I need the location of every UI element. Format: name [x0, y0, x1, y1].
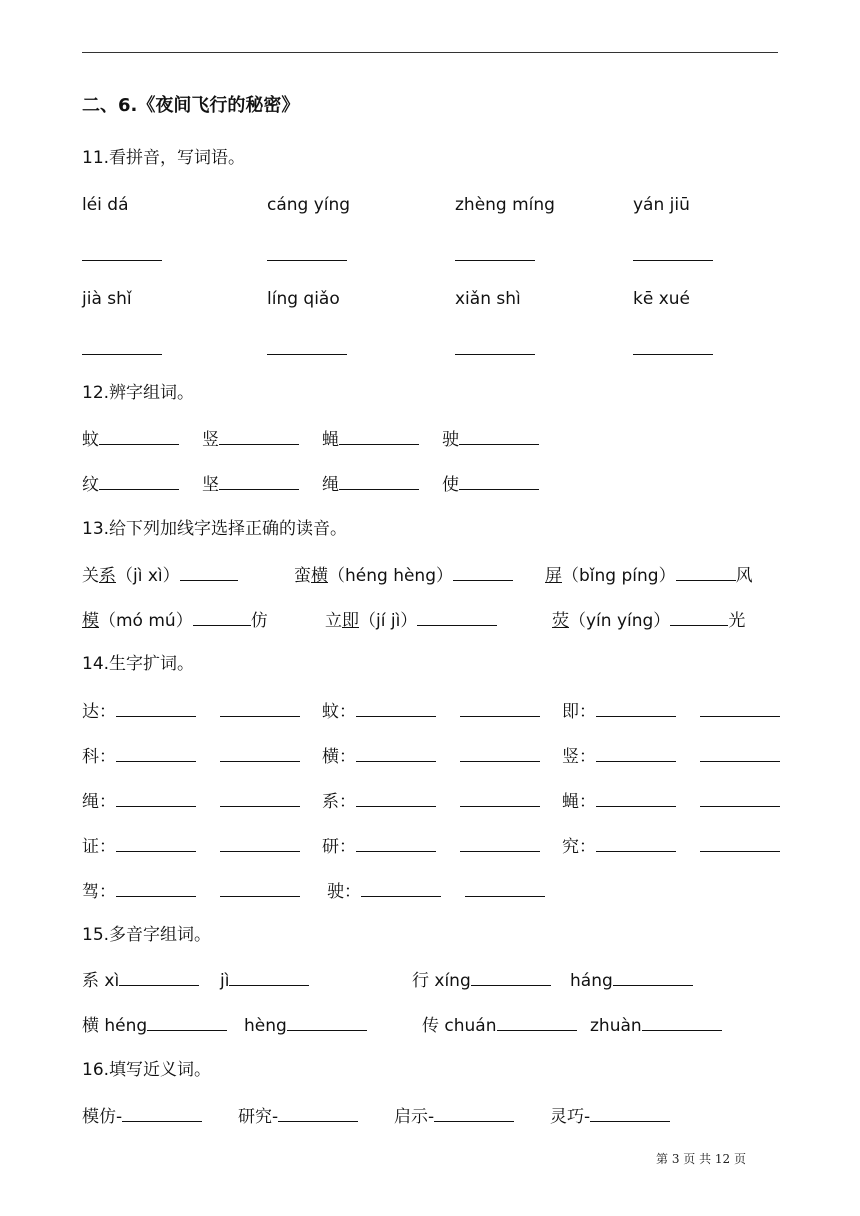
answer-blank[interactable] — [455, 244, 535, 261]
answer-blank[interactable] — [453, 564, 513, 581]
answer-blank[interactable] — [278, 1105, 358, 1122]
char-label: 绳： — [82, 792, 116, 812]
answer-blank[interactable] — [119, 969, 199, 986]
char-label: 绳 — [322, 475, 339, 495]
answer-blank[interactable] — [219, 473, 299, 490]
reading-item: 荧（yín yíng） 光 — [552, 611, 746, 631]
pinyin-item: léi dá — [82, 195, 129, 215]
answer-blank[interactable] — [460, 745, 540, 762]
answer-blank[interactable] — [267, 338, 347, 355]
answer-blank[interactable] — [471, 969, 551, 986]
reading-item: 关系（jì xì） — [82, 564, 238, 587]
q15-title: 15.多音字组词。 — [82, 925, 212, 945]
page-footer: 第 3 页 共 12 页 — [656, 1152, 746, 1166]
answer-blank[interactable] — [596, 745, 676, 762]
char-label: 系： — [322, 792, 356, 812]
char-label: 蝇 — [322, 430, 339, 450]
pinyin-item: kē xué — [633, 289, 691, 309]
char-label: 竖 — [202, 430, 219, 450]
answer-blank[interactable] — [356, 790, 436, 807]
answer-blank[interactable] — [99, 473, 179, 490]
answer-blank[interactable] — [590, 1105, 670, 1122]
poly-label: 横 héng — [82, 1016, 148, 1036]
answer-blank[interactable] — [613, 969, 693, 986]
answer-blank[interactable] — [670, 609, 728, 626]
answer-blank[interactable] — [633, 338, 713, 355]
char-label: 使 — [442, 475, 459, 495]
q16-title: 16.填写近义词。 — [82, 1060, 212, 1080]
answer-blank[interactable] — [356, 835, 436, 852]
answer-blank[interactable] — [116, 790, 196, 807]
answer-blank[interactable] — [596, 790, 676, 807]
answer-blank[interactable] — [434, 1105, 514, 1122]
answer-blank[interactable] — [82, 244, 162, 261]
answer-blank[interactable] — [287, 1014, 367, 1031]
answer-blank[interactable] — [361, 880, 441, 897]
section-title: 二、6.《夜间飞行的秘密》 — [82, 95, 300, 116]
char-label: 科： — [82, 747, 116, 767]
char-label: 究： — [562, 837, 596, 857]
char-label: 蚊： — [322, 702, 356, 722]
reading-item: 屏（bǐng píng） 风 — [545, 566, 753, 586]
answer-blank[interactable] — [220, 700, 300, 717]
char-label: 驶 — [442, 430, 459, 450]
answer-blank[interactable] — [229, 969, 309, 986]
word-label: 启示- — [394, 1107, 435, 1127]
char-label: 横： — [322, 747, 356, 767]
char-label: 驾： — [82, 882, 116, 902]
answer-blank[interactable] — [339, 428, 419, 445]
answer-blank[interactable] — [116, 835, 196, 852]
q12-title: 12.辨字组词。 — [82, 383, 195, 403]
pinyin-item: yán jiū — [633, 195, 690, 215]
pinyin-item: zhèng míng — [455, 195, 555, 215]
word-label: 灵巧- — [550, 1107, 591, 1127]
reading-item: 模（mó mú） 仿 — [82, 611, 268, 631]
answer-blank[interactable] — [356, 700, 436, 717]
answer-blank[interactable] — [700, 700, 780, 717]
char-label: 研： — [322, 837, 356, 857]
q13-title: 13.给下列加线字选择正确的读音。 — [82, 519, 348, 539]
answer-blank[interactable] — [596, 835, 676, 852]
answer-blank[interactable] — [220, 835, 300, 852]
reading-item: 蛮横（héng hèng） — [294, 564, 513, 587]
answer-blank[interactable] — [497, 1014, 577, 1031]
header-rule — [82, 52, 778, 53]
poly-label: 行 xíng — [412, 971, 471, 991]
char-label: 达： — [82, 702, 116, 722]
answer-blank[interactable] — [267, 244, 347, 261]
char-label: 蝇： — [562, 792, 596, 812]
answer-blank[interactable] — [460, 835, 540, 852]
char-label: 驶： — [327, 882, 361, 902]
char-label: 坚 — [202, 475, 219, 495]
answer-blank[interactable] — [676, 564, 736, 581]
answer-blank[interactable] — [459, 428, 539, 445]
pinyin-item: xiǎn shì — [455, 289, 521, 309]
char-label: 即： — [562, 702, 596, 722]
answer-blank[interactable] — [219, 428, 299, 445]
char-label: 蚊 — [82, 430, 99, 450]
answer-blank[interactable] — [642, 1014, 722, 1031]
answer-blank[interactable] — [180, 564, 238, 581]
char-label: 证： — [82, 837, 116, 857]
q14-title: 14.生字扩词。 — [82, 654, 195, 674]
answer-blank[interactable] — [700, 835, 780, 852]
answer-blank[interactable] — [116, 700, 196, 717]
char-label: 纹 — [82, 475, 99, 495]
answer-blank[interactable] — [459, 473, 539, 490]
answer-blank[interactable] — [460, 790, 540, 807]
pinyin-item: jià shǐ — [82, 289, 132, 309]
answer-blank[interactable] — [220, 790, 300, 807]
poly-label: 传 chuán — [422, 1016, 497, 1036]
q11-title: 11.看拼音，写词语。 — [82, 148, 246, 168]
word-label: 研究- — [238, 1107, 279, 1127]
char-label: 竖： — [562, 747, 596, 767]
answer-blank[interactable] — [116, 880, 196, 897]
answer-blank[interactable] — [122, 1105, 202, 1122]
answer-blank[interactable] — [700, 745, 780, 762]
answer-blank[interactable] — [417, 609, 497, 626]
reading-item: 立即（jí jì） — [325, 609, 497, 632]
answer-blank[interactable] — [147, 1014, 227, 1031]
poly-label: zhuàn — [590, 1016, 642, 1036]
poly-label: háng — [570, 971, 613, 991]
pinyin-item: cáng yíng — [267, 195, 351, 215]
word-label: 模仿- — [82, 1107, 123, 1127]
answer-blank[interactable] — [596, 700, 676, 717]
pinyin-item: líng qiǎo — [267, 289, 340, 309]
answer-blank[interactable] — [193, 609, 251, 626]
answer-blank[interactable] — [356, 745, 436, 762]
poly-label: jì — [220, 971, 230, 991]
answer-blank[interactable] — [460, 700, 540, 717]
answer-blank[interactable] — [633, 244, 713, 261]
answer-blank[interactable] — [339, 473, 419, 490]
answer-blank[interactable] — [220, 745, 300, 762]
answer-blank[interactable] — [99, 428, 179, 445]
poly-label: 系 xì — [82, 971, 120, 991]
answer-blank[interactable] — [116, 745, 196, 762]
poly-label: hèng — [244, 1016, 287, 1036]
answer-blank[interactable] — [220, 880, 300, 897]
answer-blank[interactable] — [82, 338, 162, 355]
answer-blank[interactable] — [700, 790, 780, 807]
answer-blank[interactable] — [455, 338, 535, 355]
answer-blank[interactable] — [465, 880, 545, 897]
